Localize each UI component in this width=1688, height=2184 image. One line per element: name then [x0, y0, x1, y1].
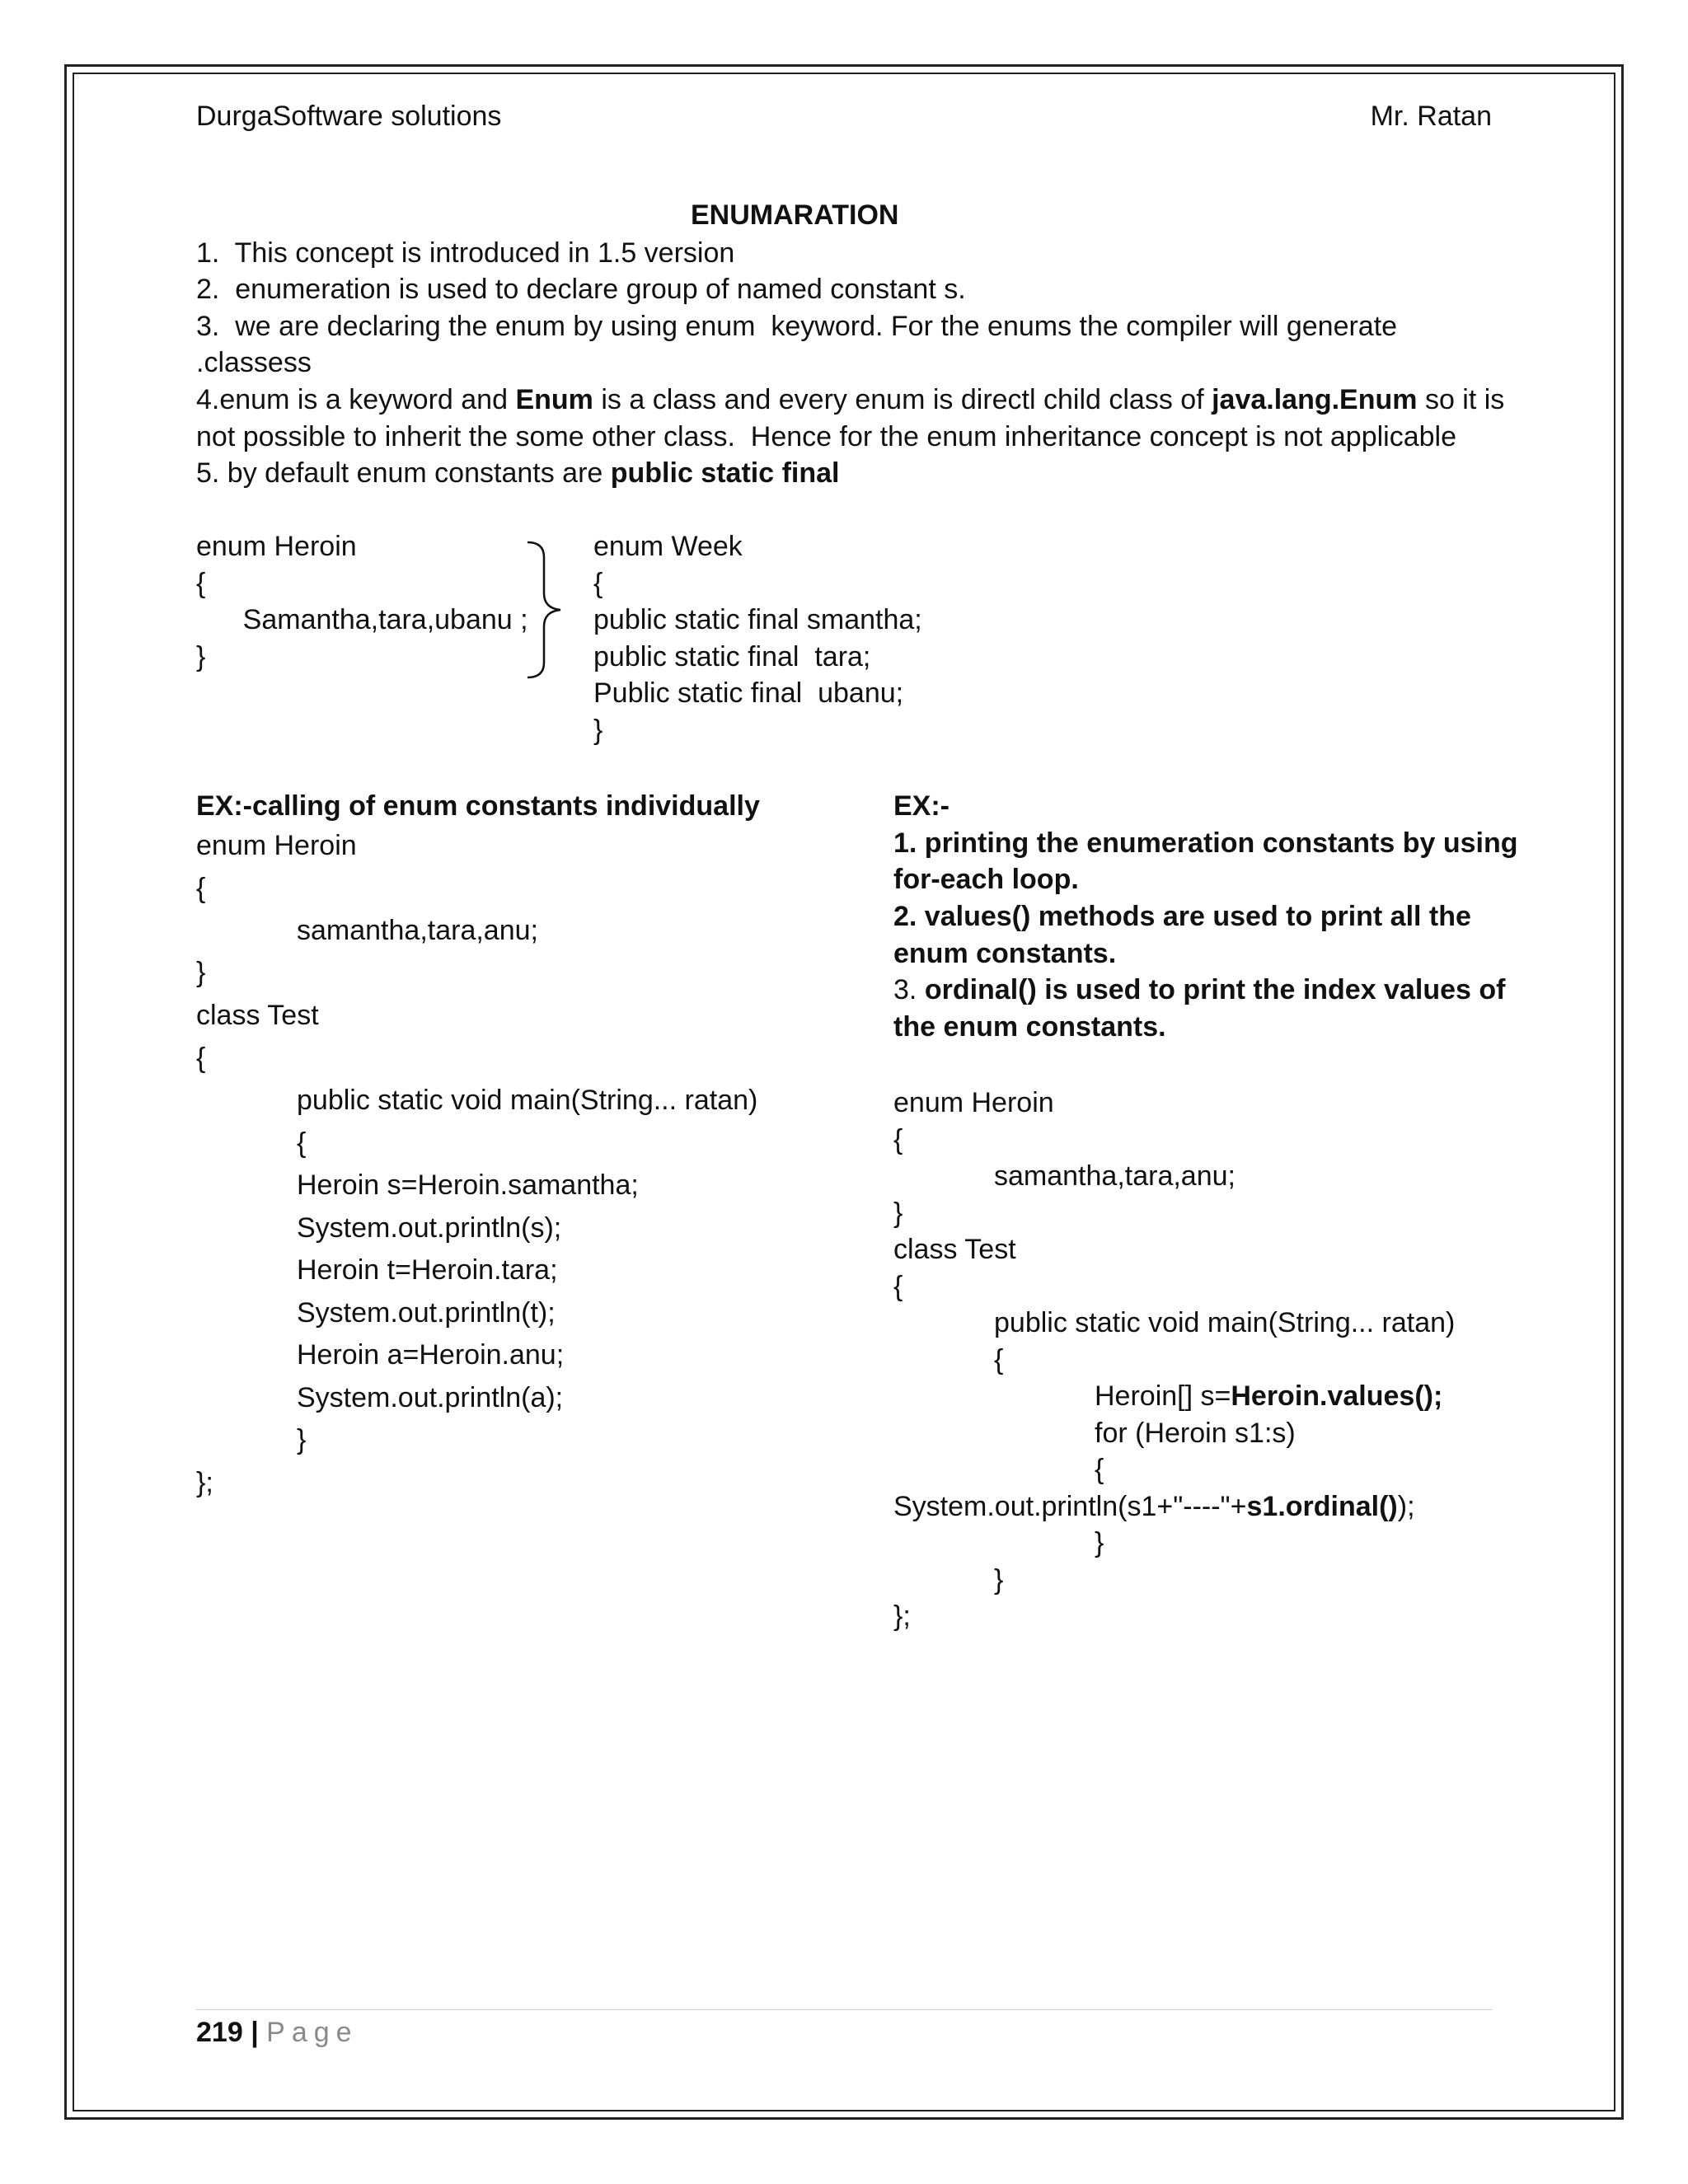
example2-desc: 3. ordinal() is used to print the index values of [893, 974, 1506, 1005]
code-line: { [893, 1124, 903, 1155]
compare-left-line: { [196, 568, 206, 599]
point-5: 5. by default enum constants are public static final [196, 457, 840, 489]
code-line: { [994, 1344, 1004, 1376]
point-1: 1. This concept is introduced in 1.5 version [196, 237, 735, 269]
example1-heading: EX:-calling of enum constants individually [196, 790, 760, 822]
code-line: { [196, 1043, 206, 1074]
page-title: ENUMARATION [691, 199, 899, 231]
compare-right-line: public static final smantha; [593, 604, 922, 635]
code-line: }; [196, 1467, 213, 1498]
compare-right-line: } [593, 715, 603, 746]
code-line: class Test [893, 1234, 1016, 1265]
point-4-line-1: 4.enum is a keyword and Enum is a class and every enum is directl child class of java.lang.Enum so it is [196, 384, 1505, 415]
code-line: Heroin t=Heroin.tara; [297, 1254, 558, 1286]
compare-right-line: enum Week [593, 531, 743, 562]
code-line: { [893, 1271, 903, 1302]
header-author: Mr. Ratan [1370, 101, 1492, 132]
code-line: } [1095, 1527, 1104, 1558]
code-line: Heroin[] s=Heroin.values(); [1095, 1380, 1443, 1412]
example2-desc: 1. printing the enumeration constants by using [893, 827, 1518, 859]
code-line: System.out.println(s); [297, 1212, 562, 1244]
compare-left-line: } [196, 641, 206, 673]
compare-left-line: enum Heroin [196, 531, 357, 562]
point-4-line-2: not possible to inherit the some other class. Hence for the enum inheritance concept is not applicable [196, 421, 1456, 452]
code-line: { [1095, 1454, 1104, 1485]
code-line: Heroin s=Heroin.samantha; [297, 1169, 639, 1201]
code-line: samantha,tara,anu; [994, 1160, 1236, 1192]
code-line: System.out.println(t); [297, 1297, 556, 1329]
page-footer [196, 2016, 359, 2049]
example2-desc: 2. values() methods are used to print all the [893, 901, 1471, 932]
code-line: } [196, 957, 206, 988]
code-line: { [297, 1127, 307, 1159]
compare-right-line: Public static final ubanu; [593, 677, 904, 709]
footer-divider [196, 2009, 1492, 2010]
compare-right-line: public static final tara; [593, 641, 871, 673]
code-line: class Test [196, 1000, 319, 1031]
code-line: Heroin a=Heroin.anu; [297, 1339, 565, 1371]
example2-heading: EX:- [893, 790, 950, 822]
page-label: Page [266, 2017, 359, 2048]
code-line: public static void main(String... ratan) [994, 1307, 1456, 1338]
example2-desc: the enum constants. [893, 1011, 1166, 1043]
compare-right-line: { [593, 568, 603, 599]
compare-left-line: Samantha,tara,ubanu ; [196, 604, 528, 635]
example2-desc: enum constants. [893, 938, 1117, 969]
example2-desc: for-each loop. [893, 864, 1079, 895]
code-line: System.out.println(a); [297, 1382, 564, 1413]
page-separator: | [251, 2017, 259, 2048]
header-company: DurgaSoftware solutions [196, 101, 502, 132]
point-3-line-2: .classess [196, 347, 312, 378]
code-line: enum Heroin [893, 1087, 1054, 1118]
code-line: } [297, 1424, 307, 1455]
point-3-line-1: 3. we are declaring the enum by using enum keyword. For the enums the compiler will generate [196, 311, 1398, 342]
code-line: for (Heroin s1:s) [1095, 1418, 1296, 1449]
code-line: System.out.println(s1+"----"+s1.ordinal()); [893, 1491, 1415, 1522]
point-2: 2. enumeration is used to declare group of named constant s. [196, 274, 966, 305]
code-line: samantha,tara,anu; [297, 915, 538, 946]
code-line: } [893, 1197, 903, 1229]
code-line: { [196, 873, 206, 904]
code-line: }; [893, 1601, 911, 1632]
code-line: public static void main(String... ratan) [297, 1085, 758, 1116]
code-line: enum Heroin [196, 830, 357, 861]
code-line: } [994, 1564, 1004, 1596]
page-number: 219 [196, 2017, 243, 2048]
curly-brace-icon [524, 539, 565, 681]
